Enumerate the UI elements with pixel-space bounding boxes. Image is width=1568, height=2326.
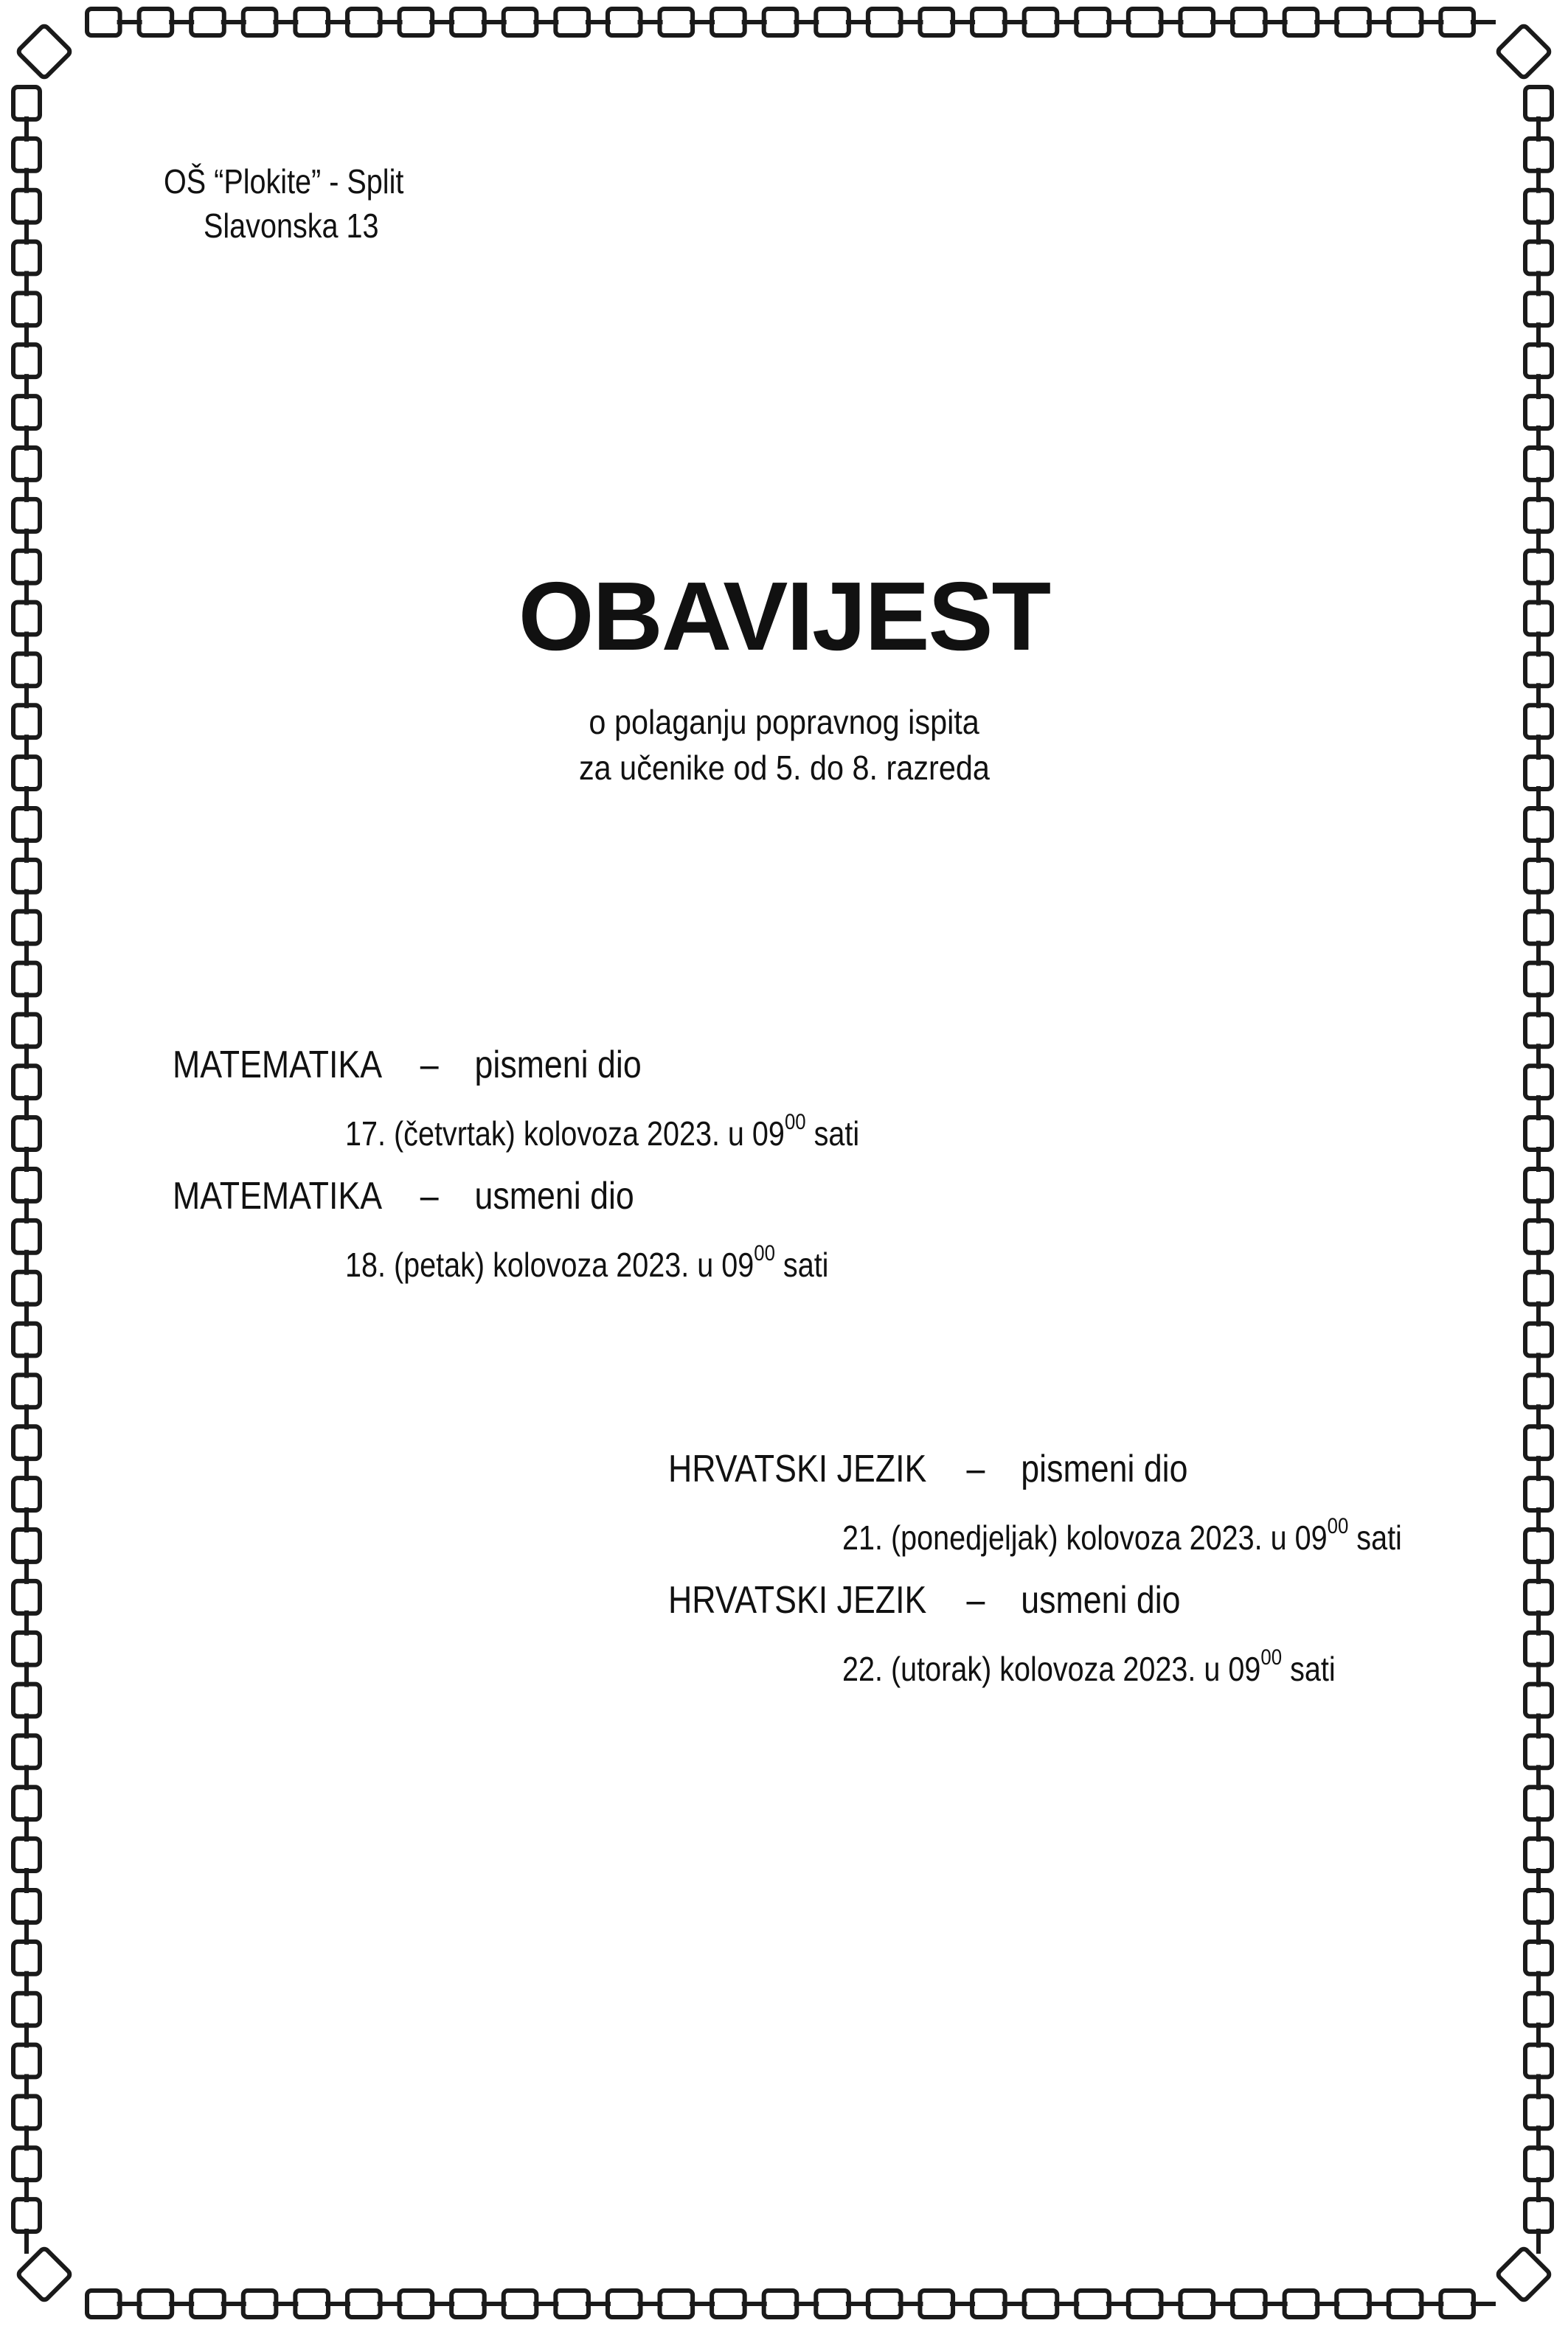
croatian-written-date: 21. (ponedjeljak) kolovoza 2023. u $09^{00}$ sati: [842, 1514, 1402, 1557]
math-written-heading: [173, 1043, 642, 1087]
chain-link: [504, 9, 537, 35]
chain-link: [1525, 293, 1552, 325]
subject-name: HRVATSKI JEZIK: [668, 1579, 927, 1622]
chain-link: [1525, 808, 1552, 841]
dash: –: [966, 1579, 985, 1622]
subject-name: HRVATSKI JEZIK: [668, 1448, 927, 1490]
chain-link: [1440, 2291, 1474, 2317]
chain-link: [1285, 9, 1318, 35]
chain-link: [1128, 9, 1162, 35]
math-oral-heading: [173, 1174, 634, 1218]
subtitle-line-2: za učenike od 5. do 8. razreda: [578, 749, 990, 787]
chain-link: [1525, 499, 1552, 532]
chain-link: [1525, 1530, 1552, 1562]
chain-link: [1525, 912, 1552, 944]
chain-link: [1525, 963, 1552, 996]
chain-link: [868, 2291, 901, 2317]
chain-link: [608, 9, 641, 35]
subtitle-line-1: o polaganju popravnog ispita: [589, 703, 979, 741]
corner-link: [1496, 24, 1551, 79]
chain-link: [13, 242, 40, 274]
exam-part: pismeni dio: [474, 1044, 642, 1086]
chain-link: [13, 190, 40, 223]
chain-link: [13, 499, 40, 532]
chain-link: [660, 2291, 693, 2317]
chain-link: [1525, 1014, 1552, 1046]
croatian-oral-heading: [668, 1578, 1181, 1622]
chain-link: [1525, 2096, 1552, 2128]
chain-link: [1180, 2291, 1213, 2317]
chain-link: [13, 963, 40, 996]
chain-link: [13, 1324, 40, 1356]
chain-link: [13, 1890, 40, 1923]
chain-link: [87, 2291, 120, 2317]
chain-link: [1389, 2291, 1422, 2317]
chain-link: [295, 2291, 328, 2317]
chain-link: [1525, 1942, 1552, 1974]
chain-link: [1525, 344, 1552, 377]
chain-link: [1525, 396, 1552, 428]
chain-link: [764, 2291, 797, 2317]
chain-link: [13, 1117, 40, 1150]
chain-link: [920, 2291, 953, 2317]
chain-link: [191, 2291, 224, 2317]
school-address: Slavonska 13: [204, 206, 379, 245]
exam-part: pismeni dio: [1021, 1448, 1188, 1490]
chain-link: [13, 808, 40, 841]
chain-link: [13, 293, 40, 325]
chain-link: [1525, 2199, 1552, 2232]
chain-link: [451, 9, 485, 35]
chain-link: [13, 1839, 40, 1871]
chain-link: [1525, 190, 1552, 223]
chain-link: [972, 2291, 1005, 2317]
chain-link: [1525, 1272, 1552, 1305]
chain-link: [816, 2291, 849, 2317]
chain-link: [1525, 1787, 1552, 1819]
dash: –: [420, 1175, 439, 1218]
chain-link: [1525, 1735, 1552, 1768]
chain-link: [13, 87, 40, 119]
chain-link: [400, 2291, 433, 2317]
chain-link: [660, 9, 693, 35]
corner-link: [17, 24, 72, 79]
chain-link: [1525, 1066, 1552, 1098]
chain-link: [13, 2045, 40, 2077]
chain-link: [400, 9, 433, 35]
chain-link: [13, 1735, 40, 1768]
chain-link: [1525, 1375, 1552, 1407]
chain-link: [1336, 9, 1370, 35]
corner-link: [1496, 2247, 1551, 2302]
chain-link: [1525, 1839, 1552, 1871]
math-written-date: 17. (četvrtak) kolovoza 2023. u $09^{00}$ sati: [345, 1110, 860, 1153]
chain-link: [555, 9, 589, 35]
subject-name: MATEMATIKA: [173, 1175, 381, 1218]
chain-link: [13, 1169, 40, 1201]
chain-link: [1128, 2291, 1162, 2317]
chain-link: [13, 2148, 40, 2180]
chain-link: [1525, 2148, 1552, 2180]
school-name: OŠ “Plokite” - Split: [164, 162, 404, 201]
chain-link: [191, 9, 224, 35]
chain-link: [13, 139, 40, 171]
chain-link: [1336, 2291, 1370, 2317]
chain-link: [13, 1066, 40, 1098]
chain-link: [1525, 448, 1552, 480]
chain-link: [13, 1993, 40, 2026]
chain-link: [13, 912, 40, 944]
chain-link: [13, 1530, 40, 1562]
chain-link: [816, 9, 849, 35]
chain-link: [1024, 9, 1058, 35]
chain-link: [555, 2291, 589, 2317]
chain-link: [1525, 860, 1552, 892]
chain-link: [13, 1684, 40, 1717]
chain-link: [1525, 1581, 1552, 1614]
chain-link: [13, 1221, 40, 1253]
chain-link: [608, 2291, 641, 2317]
chain-link: [1525, 87, 1552, 119]
math-oral-date: 18. (petak) kolovoza 2023. u $09^{00}$ sati: [345, 1241, 829, 1284]
chain-link: [1525, 242, 1552, 274]
chain-link: [1525, 139, 1552, 171]
chain-link: [1525, 1426, 1552, 1459]
chain-link: [347, 9, 381, 35]
chain-link: [13, 1272, 40, 1305]
chain-link: [13, 1633, 40, 1665]
chain-link: [972, 9, 1005, 35]
chain-link: [13, 1942, 40, 1974]
chain-link: [13, 1375, 40, 1407]
chain-link: [1024, 2291, 1058, 2317]
chain-link: [13, 1014, 40, 1046]
page-title: OBAVIJEST: [518, 562, 1050, 670]
chain-link: [13, 344, 40, 377]
dash: –: [966, 1448, 985, 1490]
chain-link: [712, 9, 745, 35]
chain-link: [13, 860, 40, 892]
chain-link: [13, 448, 40, 480]
chain-link: [13, 1787, 40, 1819]
chain-link: [1525, 1478, 1552, 1510]
chain-link: [504, 2291, 537, 2317]
chain-link: [1525, 1117, 1552, 1150]
chain-link: [1232, 2291, 1266, 2317]
chain-link: [1389, 9, 1422, 35]
chain-link: [13, 396, 40, 428]
chain-link: [1525, 1221, 1552, 1253]
chain-link: [243, 9, 277, 35]
chain-link: [139, 9, 173, 35]
chain-link: [13, 2096, 40, 2128]
chain-link: [1525, 1633, 1552, 1665]
chain-link: [295, 9, 328, 35]
chain-link: [13, 1426, 40, 1459]
chain-link: [139, 2291, 173, 2317]
exam-part: usmeni dio: [474, 1175, 634, 1218]
croatian-written-heading: [668, 1447, 1188, 1491]
chain-link: [1525, 1684, 1552, 1717]
subject-name: MATEMATIKA: [173, 1044, 381, 1086]
chain-link: [243, 2291, 277, 2317]
chain-link: [764, 9, 797, 35]
chain-link: [1525, 1324, 1552, 1356]
dash: –: [420, 1044, 439, 1086]
chain-link: [451, 2291, 485, 2317]
chain-link: [13, 2199, 40, 2232]
chain-link: [1525, 1993, 1552, 2026]
croatian-oral-date: 22. (utorak) kolovoza 2023. u $09^{00}$ sati: [842, 1645, 1336, 1688]
chain-link: [920, 9, 953, 35]
chain-link: [87, 9, 120, 35]
chain-link: [1285, 2291, 1318, 2317]
chain-link: [13, 1581, 40, 1614]
chain-link: [1076, 2291, 1109, 2317]
chain-link: [13, 1478, 40, 1510]
chain-link: [1525, 1169, 1552, 1201]
chain-link: [868, 9, 901, 35]
corner-link: [17, 2247, 72, 2302]
chain-link: [1440, 9, 1474, 35]
chain-link: [1232, 9, 1266, 35]
exam-part: usmeni dio: [1021, 1579, 1181, 1622]
chain-link: [1525, 2045, 1552, 2077]
chain-link: [1525, 1890, 1552, 1923]
chain-link: [1076, 9, 1109, 35]
chain-link: [347, 2291, 381, 2317]
chain-link: [1180, 9, 1213, 35]
chain-link: [712, 2291, 745, 2317]
